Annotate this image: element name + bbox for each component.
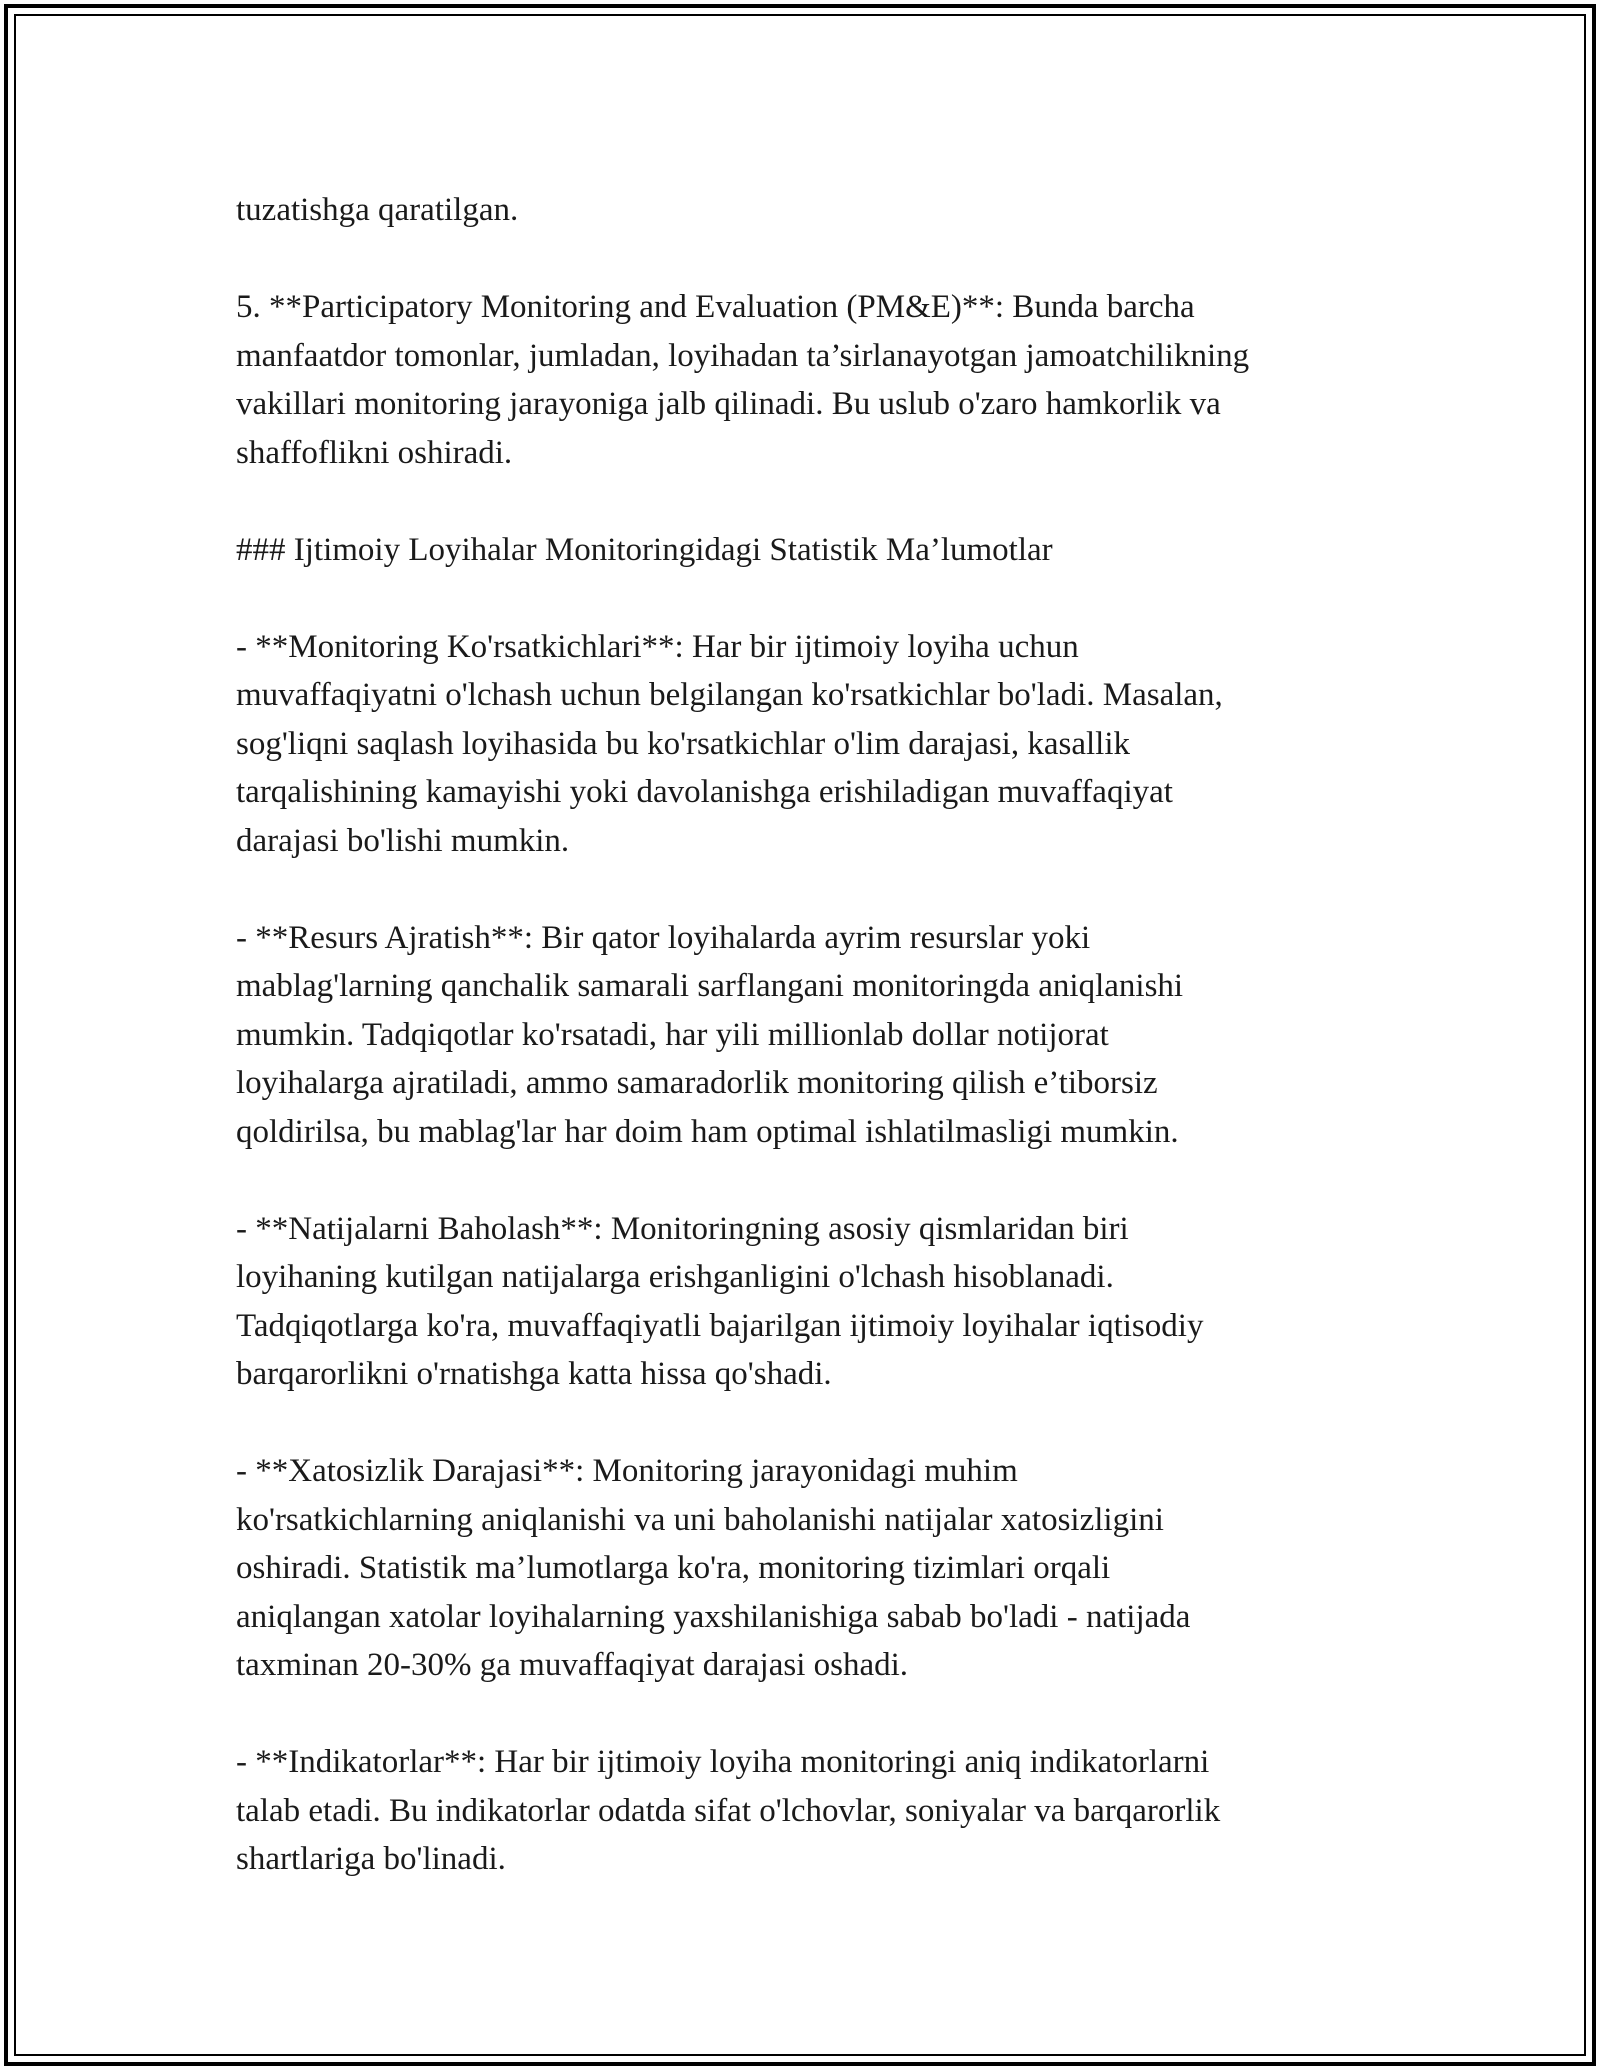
document-body <box>236 186 1376 1932</box>
list-item-resource-allocation: - **Resurs Ajratish**: Bir qator loyihalarda ayrim resurslar yoki mablag'larning qanchalik samarali sarflangani monitoringda aniqlanishi mumkin. Tadqiqotlar ko'rsatadi, har yili millionlab dollar notijorat loyihalarga ajratiladi, ammo samaradorlik monitoring qilish e’tiborsiz qoldirilsa, bu mablag'lar har doim ham optimal ishlatilmasligi mumkin. <box>236 919 1184 1150</box>
list-item-accuracy-level: - **Xatosizlik Darajasi**: Monitoring jarayonidagi muhim ko'rsatkichlarning aniqlanishi va uni baholanishi natijalar xatosizligini oshiradi. Statistik ma’lumotlarga ko'ra, monitoring tizimlari orqali aniqlangan xatolar loyihalarning yaxshilanishiga sabab bo'ladi - natijada taxminan 20-30% ga muvaffaqiyat darajasi oshadi. <box>236 1453 1191 1683</box>
list-item-indicators: - **Indikatorlar**: Har bir ijtimoiy loyiha monitoringi aniq indikatorlarni talab etadi. Bu indikatorlar odatda sifat o'lchovlar, soniyalar va barqarorlik shartlariga bo'linadi. <box>236 1744 1221 1877</box>
section-heading: ### Ijtimoiy Loyihalar Monitoringidagi Statistik Ma’lumotlar <box>236 531 1053 568</box>
list-item-monitoring-indicators: - **Monitoring Ko'rsatkichlari**: Har bir ijtimoiy loyiha uchun muvaffaqiyatni o'lchash uchun belgilangan ko'rsatkichlar bo'ladi. Masalan, sog'liqni saqlash loyihasida bu ko'rsatkichlar o'lim darajasi, kasallik tarqalishining kamayishi yoki davolanishga erishiladigan muvaffaqiyat darajasi bo'lishi mumkin. <box>236 628 1223 859</box>
paragraph-continuation: tuzatishga qaratilgan. <box>236 192 519 228</box>
paragraph-pme: 5. **Participatory Monitoring and Evaluation (PM&E)**: Bunda barcha manfaatdor tomonlar, jumladan, loyihadan ta’sirlanayotgan jamoatchilikning vakillari monitoring jarayoniga jalb qilinadi. Bu uslub o'zaro hamkorlik va shaffoflikni oshiradi. <box>236 289 1250 471</box>
list-item-results-evaluation: - **Natijalarni Baholash**: Monitoringning asosiy qismlaridan biri loyihaning kutilgan natijalarga erishganligini o'lchash hisoblanadi. Tadqiqotlarga ko'ra, muvaffaqiyatli bajarilgan ijtimoiy loyihalar iqtisodiy barqarorlikni o'rnatishga katta hissa qo'shadi. <box>236 1210 1204 1392</box>
